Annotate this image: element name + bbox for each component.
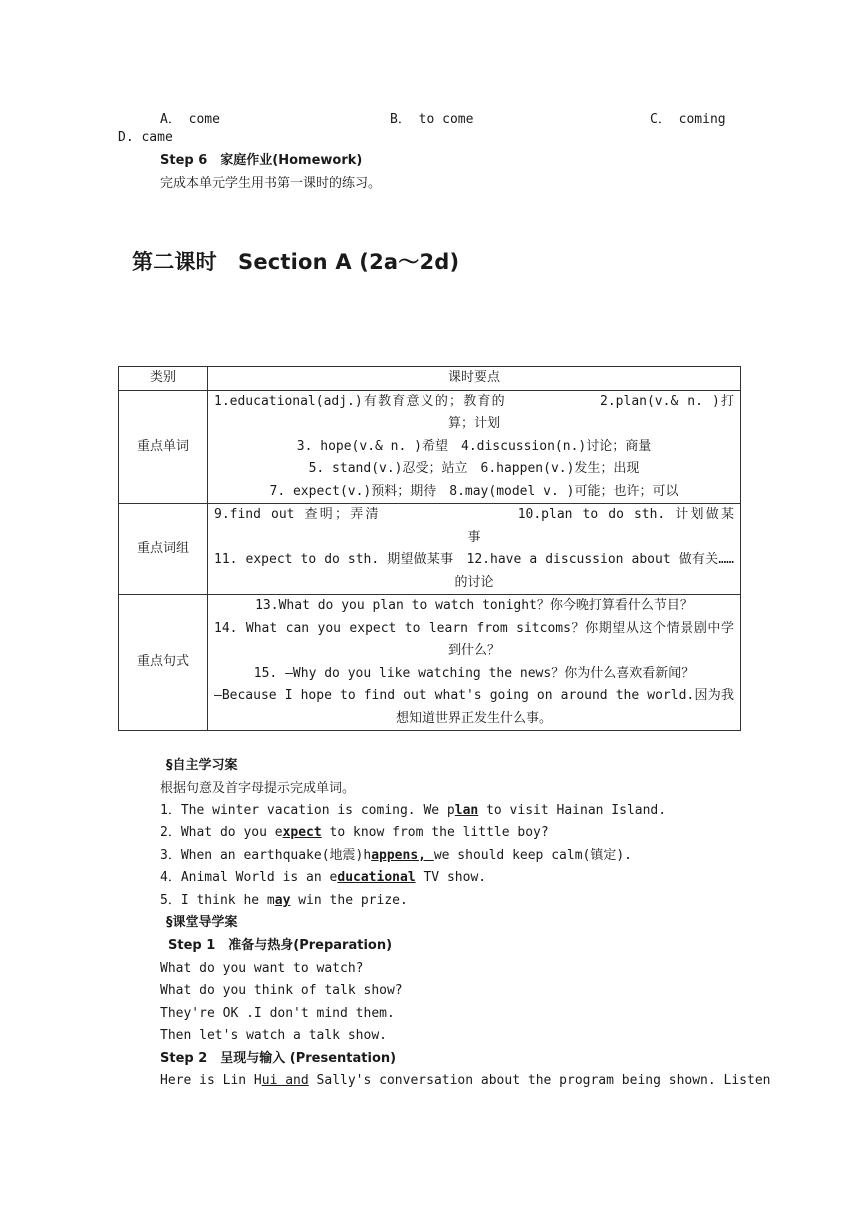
row-category: 重点单词 [119,390,208,504]
option-a: A． come [160,112,220,127]
row-line: 7. expect(v.)预料；期待 8.may(model v. )可能；也许；可以 [269,483,679,499]
row-content [208,390,741,504]
answer: appens, [371,848,434,863]
step6-text: 完成本单元学生用书第一课时的练习。 [160,176,382,191]
row-line: 13.What do you plan to watch tonight？你今晚打算看什么节目？ [255,598,693,613]
row-line: 3. hope(v.& n. )希望 4.discussion(n.)讨论；商量 [296,438,652,454]
option-d: D. came [118,130,173,145]
row-line: 15. —Why do you like watching the news？你为什么喜欢看新闻？ [253,665,695,681]
row-line: 1.educational(adj.)有教育意义的；教育的 2.plan(v.& n. )打 [214,393,734,409]
dialogue-line: What do you want to watch? [160,961,364,976]
option-b: B． to come [390,112,474,127]
row-line: —Because I hope to find out what's going on around the world.因为我 [214,688,734,703]
answer: ducational [337,870,416,885]
key-points-table [118,366,741,731]
header-points: 课时要点 [208,367,741,391]
step6-heading: Step 6 家庭作业(Homework) [160,153,363,168]
row-line: 11. expect to do sth. 期望做某事 12.have a discussion about 做有关…… [214,552,734,567]
dialogue-line: They're OK .I don't mind them. [160,1006,395,1021]
answer: ay [274,893,291,908]
exercise-item: 4．Animal World is an educational TV show. [160,870,487,885]
dialogue-line: Then let's watch a talk show. [160,1028,387,1043]
classroom-heading: §课堂导学案 [166,915,238,930]
answer: xpect [282,825,322,840]
table-row [119,390,741,504]
row-category: 重点词组 [119,504,208,595]
exercise-item: 3．When an earthquake(地震)happens, we should keep calm(镇定). [160,848,632,863]
row-line: 到什么？ [447,643,500,658]
step2-text: Here is Lin Hui and Sally's conversation about the program being shown. Listen [160,1073,771,1088]
step2-heading: Step 2 呈现与输入 (Presentation) [160,1051,397,1066]
lesson-title: 第二课时 Section A (2a～2d) [132,250,460,274]
dialogue-line: What do you think of talk show? [160,983,403,998]
table-row [119,504,741,595]
self-study-instruction: 根据句意及首字母提示完成单词。 [160,781,356,796]
exercise-item: 5．I think he may win the prize. [160,893,408,908]
row-line: 想知道世界正发生什么事。 [395,710,552,726]
exercise-item: 1．The winter vacation is coming. We plan to visit Hainan Island. [160,803,667,818]
row-line: 9.find out 查明；弄清 10.plan to do sth. 计划做某 [214,507,734,522]
table-row [119,595,741,731]
header-category: 类别 [119,367,208,391]
row-line: 14. What can you expect to learn from sitcoms？你期望从这个情景剧中学 [214,620,734,636]
step1-heading: Step 1 准备与热身(Preparation) [168,938,393,953]
option-c: C． coming [650,112,726,127]
exercise-item: 2．What do you expect to know from the little boy? [160,825,549,840]
row-line: 5. stand(v.)忍受；站立 6.happen(v.)发生；出现 [308,461,640,476]
row-line: 的讨论 [454,574,494,590]
row-content [208,504,741,595]
row-content [208,595,741,731]
self-study-heading: §自主学习案 [166,758,238,773]
answer: lan [454,803,479,818]
row-line: 事 [467,529,481,545]
row-line: 算；计划 [447,416,500,431]
row-category: 重点句式 [119,595,208,731]
